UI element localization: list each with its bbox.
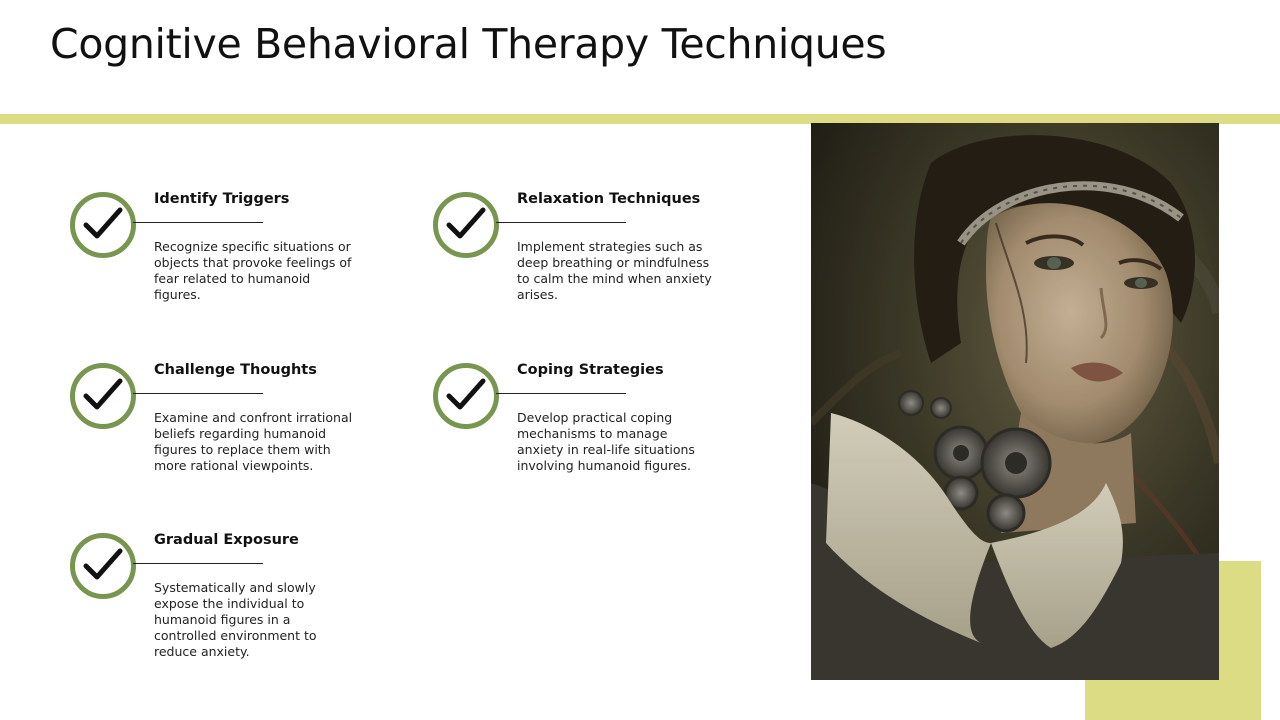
technique-description: Systematically and slowly expose the individual to humanoid figures in a controlled environment to reduce anxiety. [154, 580, 317, 659]
technique-item-identify-triggers [70, 192, 400, 332]
divider [133, 393, 263, 394]
technique-description: Recognize specific situations or objects that provoke feelings of fear related to humanoid figures. [154, 239, 352, 302]
technique-description: Implement strategies such as deep breathing or mindfulness to calm the mind when anxiety arises. [517, 239, 712, 302]
checkmark-icon [70, 533, 136, 599]
technique-title: Gradual Exposure [154, 532, 299, 548]
divider [496, 393, 626, 394]
technique-description: Develop practical coping mechanisms to manage anxiety in real-life situations involving humanoid figures. [517, 410, 695, 473]
slide-title: Cognitive Behavioral Therapy Techniques [50, 20, 887, 68]
checkmark-icon [70, 363, 136, 429]
checkmark-icon [433, 192, 499, 258]
checkmark-icon [70, 192, 136, 258]
humanoid-portrait-image [811, 123, 1219, 680]
technique-description: Examine and confront irrational beliefs regarding humanoid figures to replace them with more rational viewpoints. [154, 410, 353, 473]
technique-item-relaxation-techniques [433, 192, 763, 332]
technique-title: Identify Triggers [154, 191, 290, 207]
divider [133, 222, 263, 223]
checkmark-icon [433, 363, 499, 429]
divider [133, 563, 263, 564]
technique-title: Challenge Thoughts [154, 362, 317, 378]
technique-title: Coping Strategies [517, 362, 664, 378]
technique-item-gradual-exposure [70, 533, 400, 673]
technique-title: Relaxation Techniques [517, 191, 701, 207]
technique-item-challenge-thoughts [70, 363, 400, 503]
technique-item-coping-strategies [433, 363, 763, 503]
divider [496, 222, 626, 223]
